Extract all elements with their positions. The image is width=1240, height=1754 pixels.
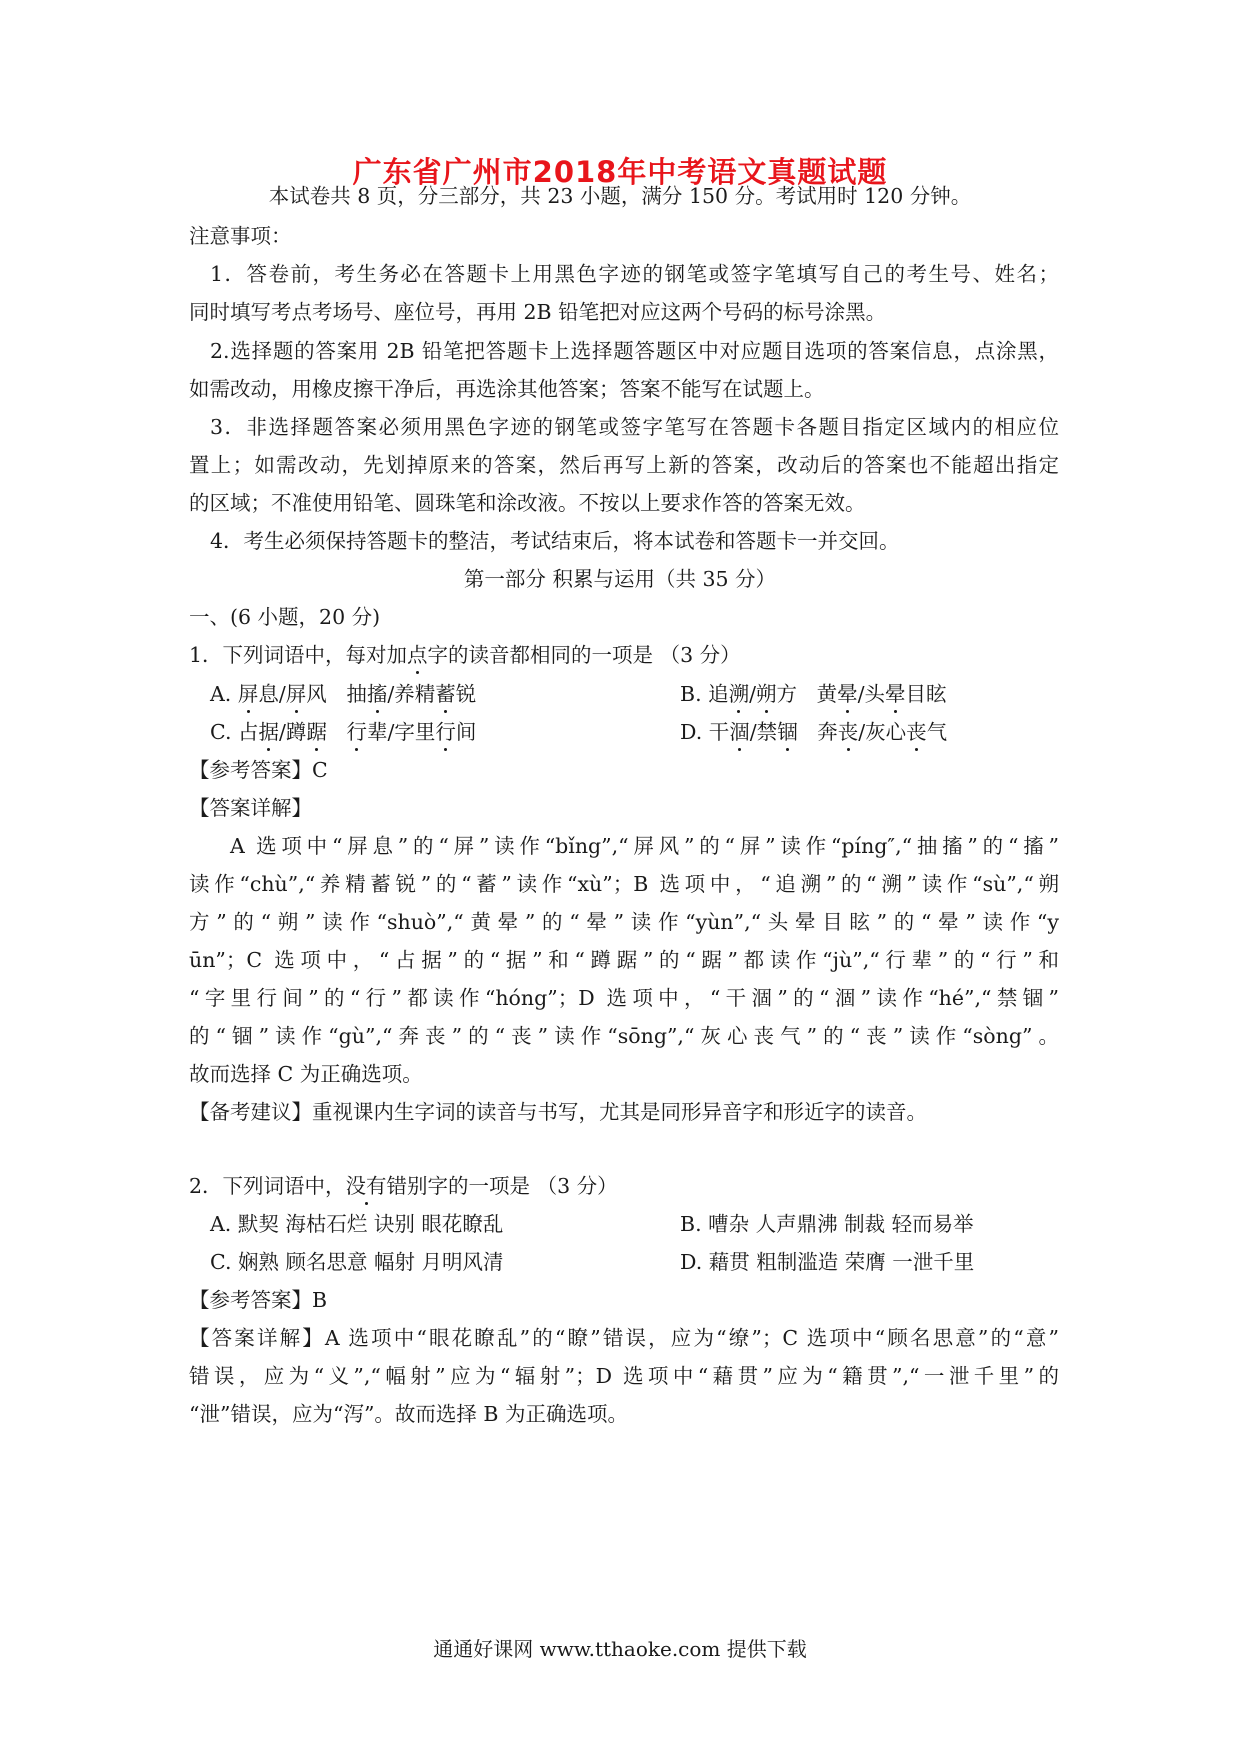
exam-intro: 本试卷共 8 页，分三部分，共 23 小题，满分 150 分。考试用时 120 分钟。: [268, 184, 972, 208]
question-1-option-d: [680, 718, 947, 746]
dotted-char: 朔: [756, 682, 777, 706]
dotted-char: 行: [435, 720, 456, 744]
notice-item-2-line-1: 2.选择题的答案用 2B 铅笔把答题卡上选择题答题区中对应题目选项的答案信息，点涂黑，: [210, 339, 1059, 363]
option-letter: B.: [680, 682, 702, 706]
option-text: 抽: [346, 682, 367, 706]
question-2-stem: [189, 1172, 1059, 1200]
option-text: 辈/字里: [367, 720, 436, 744]
dotted-char: 屏: [285, 682, 307, 706]
question-1-detail-line: ūn”；C 选项中，“占据”的“据”和“蹲踞”的“踞”都读作“jù”,“行辈”的“行”和: [189, 948, 1059, 972]
question-1-option-a: [210, 680, 476, 708]
option-text: /蹲: [279, 720, 307, 744]
option-text: 方: [776, 682, 798, 706]
question-1-stem: [189, 641, 1059, 669]
section-one-heading: 一、(6 小题，20 分): [189, 605, 381, 629]
question-1-stem-prefix: 1．下列词语中，每对加: [189, 643, 408, 667]
option-text: 奔: [817, 720, 838, 744]
option-letter: C.: [210, 720, 232, 744]
page-footer: 通通好课网 www.tthaoke.com 提供下载: [433, 1637, 807, 1661]
question-2-detail-line: “泄”错误，应为“泻”。故而选择 B 为正确选项。: [189, 1402, 629, 1426]
option-text: 目眩: [905, 682, 947, 706]
question-2-option-c: C. 娴熟 顾名思意 幅射 月明风清: [210, 1250, 504, 1274]
question-1-detail-heading: 【答案详解】: [189, 796, 312, 820]
question-1-detail-line: “字里行间”的“行”都读作“hóng”；D 选项中，“干涸”的“涸”读作“hé”,“禁锢”: [189, 986, 1059, 1010]
option-text: 占: [238, 720, 259, 744]
question-1-option-c: [210, 718, 476, 746]
option-text: 干: [708, 720, 730, 744]
question-1-detail-line: A 选项中“屏息”的“屏”读作“bǐng”,“屏风”的“屏”读作“píng″,“抽搐”的“搐”: [230, 834, 1059, 858]
option-text: 息/: [258, 682, 286, 706]
notice-item-3-line-3: 的区域；不准使用铅笔、圆珠笔和涂改液。不按以上要求作答的答案无效。: [189, 491, 866, 515]
option-text: 间: [455, 720, 477, 744]
dotted-char: 涸: [729, 720, 750, 744]
question-1-detail-line: 方”的“朔”读作“shuò”,“黄晕”的“晕”读作“yùn”,“头晕目眩”的“晕”读作“y: [189, 910, 1059, 934]
question-1-detail-line: 的“锢”读作“gù”,“奔丧”的“丧”读作“sōng”,“灰心丧气”的“丧”读作“sòng”。: [189, 1024, 1059, 1048]
option-letter: D.: [680, 720, 703, 744]
dotted-char: 屏: [237, 682, 259, 706]
question-2-dotted-words: 没有: [345, 1174, 387, 1198]
dotted-char: 踞: [306, 720, 327, 744]
dotted-char: 丧: [837, 720, 859, 744]
notice-item-2-line-2: 如需改动，用橡皮擦干净后，再选涂其他答案；答案不能写在试题上。: [189, 377, 825, 401]
question-2-option-b: B. 嘈杂 人声鼎沸 制裁 轻而易举: [680, 1212, 974, 1236]
question-1-stem-suffix: 字的读音都相同的一项是 （3 分）: [427, 643, 741, 667]
notice-item-3-line-1: 3．非选择题答案必须用黑色字迹的钢笔或签字笔写在答题卡各题目指定区域内的相应位: [210, 415, 1059, 439]
option-text: /头: [857, 682, 886, 706]
question-1-option-b: [680, 680, 947, 708]
dotted-char: 蓄: [435, 682, 456, 706]
notice-item-3-line-2: 置上；如需改动，先划掉原来的答案，然后再写上新的答案，改动后的答案也不能超出指定: [189, 453, 1059, 477]
question-2-detail-line: 【答案详解】A 选项中“眼花瞭乱”的“瞭”错误，应为“缭”；C 选项中“顾名思意”的“意”: [189, 1326, 1059, 1350]
dotted-char: 行: [346, 720, 367, 744]
question-2-answer: 【参考答案】B: [189, 1288, 328, 1312]
option-text: /养精: [387, 682, 436, 706]
notice-heading: 注意事项：: [189, 224, 292, 248]
question-1-detail-line: 故而选择 C 为正确选项。: [189, 1062, 423, 1086]
notice-item-1-line-1: 1．答卷前，考生务必在答题卡上用黑色字迹的钢笔或签字笔填写自己的考生号、姓名；: [210, 262, 1059, 286]
question-2-detail-line: 错误，应为“义”,“幅射”应为“辐射”；D 选项中“藉贯”应为“籍贯”,“一泄千里”的: [189, 1364, 1059, 1388]
option-text: 锐: [455, 682, 477, 706]
question-1-suggestion: 【备考建议】重视课内生字词的读音与书写，尤其是同形异音字和形近字的读音。: [189, 1100, 927, 1124]
option-text: 黄: [816, 682, 838, 706]
notice-item-4: 4．考生必须保持答题卡的整洁，考试结束后，将本试卷和答题卡一并交回。: [210, 529, 900, 553]
option-text: 追: [708, 682, 729, 706]
dotted-char: 搐: [366, 682, 388, 706]
dotted-char: 晕: [837, 682, 858, 706]
dotted-char: 溯: [728, 682, 750, 706]
question-1-detail-line: 读作“chù”,“养精蓄锐”的“蓄”读作“xù”；B 选项中，“追溯”的“溯”读作“sù”,“朔: [189, 872, 1059, 896]
option-text: 风: [306, 682, 327, 706]
part-one-heading: 第一部分 积累与运用（共 35 分）: [463, 567, 777, 591]
option-text: /灰心: [858, 720, 907, 744]
question-2-stem-suffix: 错别字的一项是 （3 分）: [386, 1174, 618, 1198]
page-title: 广东省广州市2018年中考语文真题试题: [352, 155, 888, 189]
dotted-char: 锢: [777, 720, 798, 744]
question-1-dotted-char: 点: [407, 643, 428, 667]
option-letter: A.: [210, 682, 232, 706]
question-1-answer: 【参考答案】C: [189, 758, 328, 782]
dotted-char: 晕: [885, 682, 906, 706]
question-2-option-a: A. 默契 海枯石烂 诀别 眼花瞭乱: [210, 1212, 504, 1236]
dotted-char: 据: [258, 720, 280, 744]
notice-item-1-line-2: 同时填写考点考场号、座位号，再用 2B 铅笔把对应这两个号码的标号涂黑。: [189, 300, 887, 324]
question-2-option-d: D. 藉贯 粗制滥造 荣膺 一泄千里: [680, 1250, 975, 1274]
option-text: 气: [926, 720, 948, 744]
option-text: /禁: [749, 720, 778, 744]
option-text: /: [749, 682, 757, 706]
dotted-char: 丧: [906, 720, 927, 744]
question-2-stem-prefix: 2．下列词语中，: [189, 1174, 346, 1198]
